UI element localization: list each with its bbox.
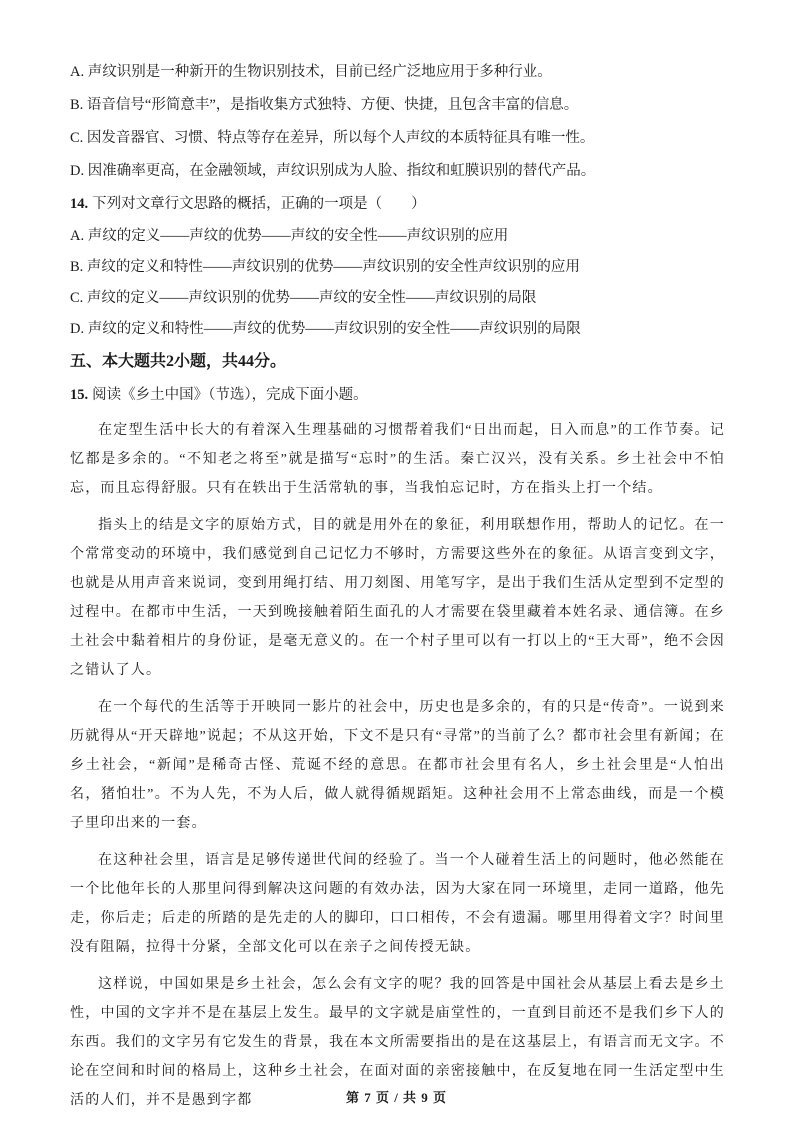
passage-paragraph: 指头上的结是文字的原始方式，目的就是用外在的象征，利用联想作用，帮助人的记忆。在一个常常变动的环境中，我们感觉到自己记忆力不够时，方需要这些外在的象征。从语言变到文字，也就是从用声音来说词，变到用绳打结、用刀刻图、用笔写字，是出于我们生活从定型到不定型的过程中。在都市中生活，一天到晚接触着陌生面孔的人才需要在袋里藏着本姓名录、通信簿。在乡土社会中黏着相片的身份证，是毫无意义的。在一个村子里可以有一打以上的“王大哥”，绝不会因之错认了人。 bbox=[70, 518, 725, 678]
q13-option-b: B. 语音信号“形简意丰”，是指收集方式独特、方便、快捷，且包含丰富的信息。 bbox=[70, 97, 579, 113]
q15-stem bbox=[70, 379, 725, 412]
q13-option-d: D. 因准确率更高，在金融领域，声纹识别成为人脸、指纹和虹膜识别的替代产品。 bbox=[70, 163, 596, 179]
passage-paragraph: 在一个每代的生活等于开映同一影片的社会中，历史也是多余的，有的只是“传奇”。一说到来历就得从“开天辟地”说起；不从这开始，下文不是只有“寻常”的当前了么？都市社会里有新闻；在乡土社会，“新闻”是稀奇古怪、荒诞不经的意思。在都市社会里有名人，乡土社会里是“人怕出名，猪怕壮”。不为人先，不为人后，做人就得循规蹈矩。这种社会用不上常态曲线，而是一个模子里印出来的一套。 bbox=[70, 700, 725, 831]
passage-paragraph: 在定型生活中长大的有着深入生理基础的习惯帮着我们“日出而起，日入而息”的工作节奏。记忆都是多余的。“不知老之将至”就是描写“忘时”的生活。秦亡汉兴，没有关系。乡土社会中不怕忘，而且忘得舒服。只有在轶出于生活常轨的事，当我怕忘记时，方在指头上打一个结。 bbox=[70, 423, 725, 496]
q14-option-a: A. 声纹的定义——声纹的优势——声纹的安全性——声纹识别的应用 bbox=[70, 228, 509, 244]
q14-option-c: C. 声纹的定义——声纹识别的优势——声纹的安全性——声纹识别的局限 bbox=[70, 290, 537, 306]
q15-stem-text: 阅读《乡土中国》（节选），完成下面小题。 bbox=[92, 387, 368, 403]
q14-stem-text: 下列对文章行文思路的概括，正确的一项是（ ） bbox=[92, 196, 426, 212]
passage-paragraph: 这样说，中国如果是乡土社会，怎么会有文字的呢？我的回答是中国社会从基层上看去是乡土性，中国的文字并不是在基层上发生。最早的文字就是庙堂性的，一直到目前还不是我们乡下人的东西。我们的文字另有它发生的背景，我在本文所需要指出的是在这基层上，有语言而无文字。不论在空间和时间的格局上，这种乡土社会，在面对面的亲密接触中，在反复地在同一生活定型中生活的人们，并不是愚到字都 bbox=[70, 977, 725, 1108]
section-heading: 五、本大题共2小题，共44分。 bbox=[70, 353, 287, 370]
q14-stem bbox=[70, 188, 725, 221]
q13-option-a: A. 声纹识别是一种新开的生物识别技术，目前已经广泛地应用于多种行业。 bbox=[70, 64, 552, 80]
q14-option-b: B. 声纹的定义和特性——声纹识别的优势——声纹识别的安全性声纹识别的应用 bbox=[70, 259, 580, 275]
q13-option-c: C. 因发音器官、习惯、特点等存在差异，所以每个人声纹的本质特征具有唯一性。 bbox=[70, 130, 595, 146]
q15-number: 15. bbox=[70, 387, 89, 403]
passage-paragraph: 在这种社会里，语言是足够传递世代间的经验了。当一个人碰着生活上的问题时，他必然能在一个比他年长的人那里问得到解决这问题的有效办法，因为大家在同一环境里，走同一道路，他先走，你后走；后走的所踏的是先走的人的脚印，口口相传，不会有遗漏。哪里用得着文字？时间里没有阻隔，拉得十分紧，全部文化可以在亲子之间传授无缺。 bbox=[70, 853, 725, 955]
reading-passage bbox=[70, 416, 725, 1115]
page-footer: 第 7 页 / 共 9 页 bbox=[345, 1090, 448, 1105]
q14-number: 14. bbox=[70, 196, 89, 212]
q14-option-d: D. 声纹的定义和特性——声纹的优势——声纹识别的安全性——声纹识别的局限 bbox=[70, 321, 581, 337]
